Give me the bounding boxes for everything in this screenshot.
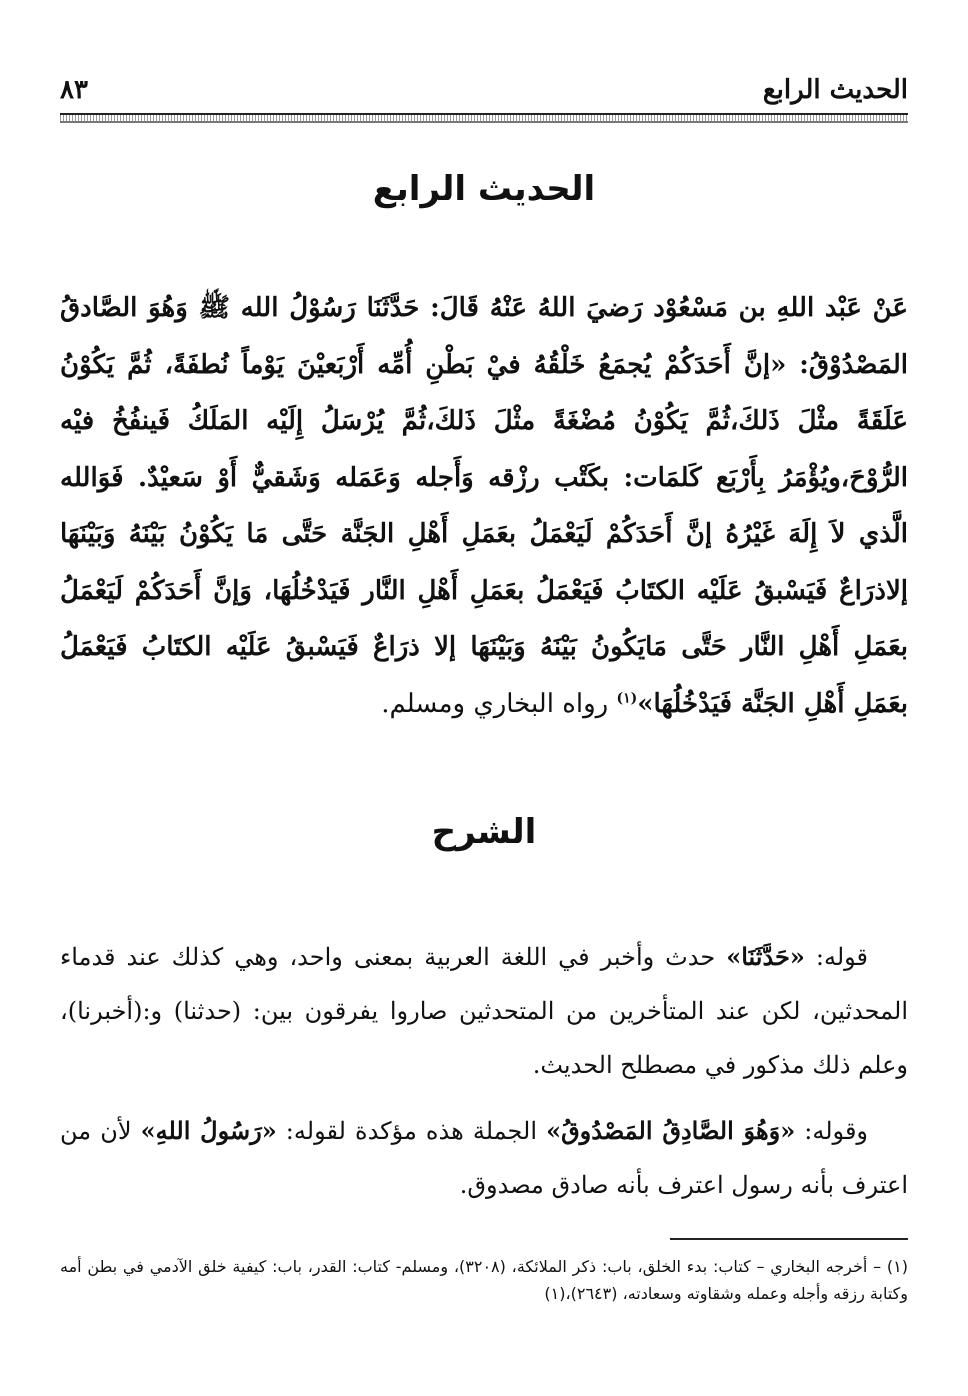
commentary-text: لأن من اعترف بأنه رسول اعترف بأنه صادق مصدوق.	[60, 1117, 908, 1199]
commentary-lead: وقوله:	[795, 1117, 869, 1145]
commentary-term: «حَدَّثَنَا»	[726, 942, 805, 971]
commentary-block	[60, 930, 908, 1224]
running-header	[60, 72, 908, 112]
commentary-term: «وَهُوَ الصَّادِقُ المَصْدُوقُ»	[546, 1116, 796, 1145]
commentary-lead: قوله:	[804, 943, 868, 971]
header-rule	[60, 113, 908, 123]
hadith-narration: رواه البخاري ومسلم.	[381, 688, 617, 719]
page-number: ٨٣	[60, 75, 88, 105]
hadith-text-block	[60, 280, 908, 732]
commentary-text: الجملة هذه مؤكدة لقوله:	[276, 1117, 547, 1145]
footnote-marker[interactable]: (١)	[616, 689, 638, 706]
commentary-paragraph	[60, 1104, 908, 1212]
commentary-text: حدث وأخبر في اللغة العربية بمعنى واحد، وهي كذلك عند قدماء المحدثين، لكن عند المتأخرين من المتحدثين صاروا يفرقون بين: (حدثنا) و:(أخبرنا)، وعلم ذلك مذكور في مصطلح الحديث.	[60, 943, 908, 1079]
commentary-paragraph	[60, 930, 908, 1092]
hadith-title: الحديث الرابع	[372, 169, 596, 209]
commentary-term: «رَسُولُ اللهِ»	[140, 1116, 277, 1145]
hadith-text: عَنْ عَبْد اللهِ بن مَسْعُوْد رَضيَ اللهُ عَنْهُ قَالَ: حَدَّثَنَا رَسُوْلُ الله ﷺ وَهُوَ الصَّادقُ المَصْدُوْقُ: «إنَّ أَحَدَكُمْ يُجمَعُ خَلْقُهُ فيْ بَطْنِ أُمِّه أَرْبَعيْنَ يَوْماً نُطفَةً، ثُمَّ يَكُوْنُ عَلَقَةً مثْلَ ذَلكَ،ثُمَّ يَكُوْنُ مُضْغَةً مثْلَ ذَلكَ،ثُمَّ يُرْسَلُ إِلَيْه المَلَكُ فَينفُخُ فيْه الرُّوْحَ،ويُؤْمَرُ بِأَرْبَع كَلمَات: بكَتْب رزْقه وَأَجله وَعَمَله وَشَقيٌّ أَوْ سَعيْدٌ. فَوَالله الَّذي لاَ إِلَهَ غَيْرُهُ إنَّ أَحَدَكُمْ لَيَعْمَلُ بعَمَلِ أَهْلِ الجَنَّة حَتَّى مَا يَكُوْنُ بَيْنَهُ وَبَيْنَهَا إلاذرَاعٌ فَيَسْبقُ عَلَيْه الكتَابُ فَيَعْمَلُ بعَمَلِ أَهْلِ النَّار فَيَدْخُلُهَا، وَإنَّ أَحَدَكُمْ لَيَعْمَلُ بعَمَلِ أَهْلِ النَّار حَتَّى مَايَكُونُ بَيْنَهُ وَبَيْنَهَا إلا ذرَاعٌ فَيَسْبقُ عَلَيْه الكتَابُ فَيَعْمَلُ بعَمَلِ أَهْلِ الجَنَّة فَيَدْخُلُهَا»	[60, 293, 908, 719]
footnote-rule	[670, 1238, 908, 1240]
running-title: الحديث الرابع	[762, 75, 908, 105]
commentary-title: الشرح	[431, 812, 537, 852]
footnote: (١) – أخرجه البخاري – كتاب: بدء الخلق، باب: ذكر الملائكة، (٣٢٠٨)، ومسلم- كتاب: القدر، باب: كيفية خلق الآدمي في بطن أمه وكتابة رزقه وأجله وعمله وشقاوته وسعادته، (٢٦٤٣)،(١)	[60, 1257, 908, 1303]
